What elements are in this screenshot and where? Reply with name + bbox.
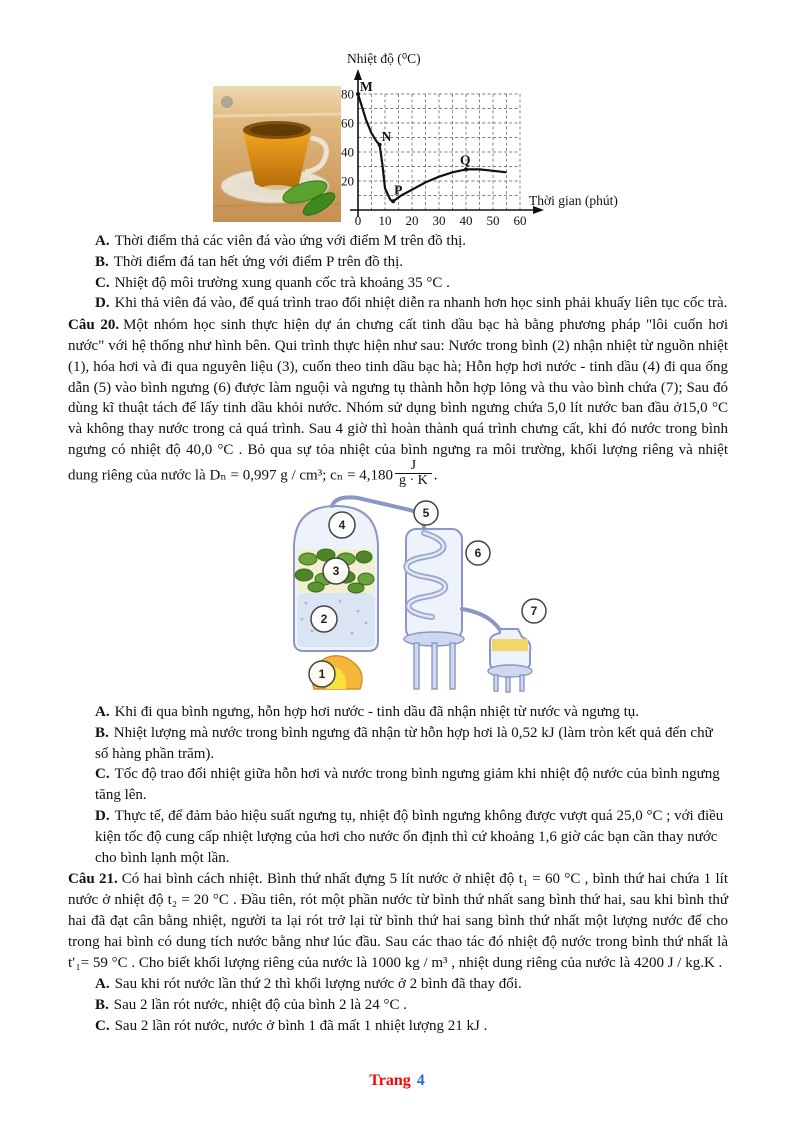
option-text: Khi đi qua bình ngưng, hỗn hợp hơi nước - tinh dầu đã nhận nhiệt từ nước và ngưng tụ. bbox=[114, 703, 639, 720]
option-b bbox=[68, 723, 728, 765]
question-20-label: Câu 20. bbox=[68, 317, 120, 334]
svg-text:40: 40 bbox=[459, 213, 473, 228]
temperature-time-chart bbox=[333, 50, 633, 228]
distillation-apparatus bbox=[274, 493, 554, 693]
svg-text:20: 20 bbox=[341, 173, 354, 189]
condenser-leg bbox=[450, 643, 455, 689]
option-text: Khi thả viên đá vào, để quá trình trao đổi nhiệt diễn ra nhanh hơn học sinh phải khuấy liên tục cốc trà. bbox=[114, 295, 728, 312]
question-19-options bbox=[68, 231, 728, 314]
svg-text:60: 60 bbox=[341, 115, 354, 131]
option-d bbox=[68, 293, 728, 314]
svg-text:30: 30 bbox=[432, 213, 446, 228]
option-key: C. bbox=[95, 766, 110, 783]
distillation-diagram bbox=[274, 493, 554, 700]
formula-density: Dₙ = 0,997 g / cm³; cₙ = 4,180 bbox=[209, 467, 393, 484]
tea-cup-photo bbox=[213, 86, 341, 222]
option-c bbox=[68, 273, 728, 294]
option-text: Thời điểm thả các viên đá vào ứng với điểm M trên đồ thị. bbox=[114, 233, 467, 249]
condenser-vessel bbox=[406, 529, 462, 639]
svg-text:40: 40 bbox=[341, 144, 354, 160]
svg-text:Q: Q bbox=[460, 152, 471, 168]
outlet-tube bbox=[462, 609, 502, 633]
svg-text:Thời gian (phút): Thời gian (phút) bbox=[529, 193, 618, 208]
option-b bbox=[68, 252, 728, 273]
option-b bbox=[68, 995, 728, 1016]
label-7: 7 bbox=[530, 604, 538, 619]
option-key: A. bbox=[95, 976, 110, 993]
question-21-options bbox=[68, 974, 728, 1036]
watermark-icon bbox=[221, 96, 233, 108]
svg-text:60: 60 bbox=[513, 213, 527, 228]
question-21-text bbox=[68, 869, 728, 973]
option-text: Sau 2 lần rót nước, nước ở bình 1 đã mất 1 nhiệt lượng 21 kJ . bbox=[114, 1017, 488, 1034]
option-key: A. bbox=[95, 703, 110, 720]
label-6: 6 bbox=[474, 546, 482, 561]
question-20-text bbox=[68, 315, 728, 491]
label-1: 1 bbox=[318, 667, 326, 682]
svg-text:P: P bbox=[394, 182, 403, 198]
fraction-denominator: g · K bbox=[395, 473, 432, 489]
page-footer bbox=[0, 1072, 794, 1090]
option-text: Thời điểm đá tan hết ứng với điểm P trên đồ thị. bbox=[113, 253, 403, 270]
question-20-options bbox=[68, 702, 728, 868]
fraction-j-per-gk bbox=[395, 459, 432, 489]
svg-text:50: 50 bbox=[486, 213, 500, 228]
question-21-body: Có hai bình cách nhiệt. Bình thứ nhất đựng 5 lít nước ở nhiệt độ t₁ = 60 °C , bình thứ hai chứa 1 lít nước ở nhiệt độ t₂ = 20 °C . Đầu tiên, rót một phần nước từ bình thứ nhất sang bình thứ hai, sau khi bình thứ hai đã đạt cân bằng nhiệt, người ta lại rót trở lại từ bình thứ hai sang bình thứ nhất một lượng nước để cho trong hai bình có dung tích nước bằng như lúc đầu. Sau các thao tác đó nhiệt độ nước trong bình thứ nhất là t′₁= 59 °C . Cho biết khối lượng riêng của nước là 1000 kg / m³ , nhiệt dung riêng của nước là 4200 J / kg.K . bbox=[68, 871, 728, 971]
svg-text:0: 0 bbox=[354, 213, 362, 228]
option-text: Nhiệt lượng mà nước trong bình ngưng đã nhận từ hỗn hợp hơi là 0,52 kJ (làm tròn kết quả đến chữ số hàng phần trăm). bbox=[95, 724, 713, 762]
option-key: B. bbox=[95, 724, 109, 741]
option-key: A. bbox=[95, 233, 110, 249]
option-a bbox=[68, 702, 728, 723]
option-a bbox=[68, 974, 728, 995]
option-a bbox=[68, 231, 728, 252]
svg-text:10: 10 bbox=[378, 213, 392, 228]
svg-text:N: N bbox=[381, 128, 392, 144]
condenser-leg bbox=[414, 643, 419, 689]
label-2: 2 bbox=[320, 612, 328, 627]
option-key: C. bbox=[95, 274, 110, 291]
option-key: D. bbox=[95, 807, 110, 824]
page-content bbox=[68, 231, 728, 1037]
option-text: Sau 2 lần rót nước, nhiệt độ của bình 2 là 24 °C . bbox=[113, 997, 408, 1014]
svg-text:80: 80 bbox=[341, 86, 354, 102]
option-key: B. bbox=[95, 997, 109, 1014]
option-text: Tốc độ trao đổi nhiệt giữa hỗn hơi và nước trong bình ngưng giảm khi nhiệt độ nước của bình ngưng tăng lên. bbox=[95, 766, 720, 804]
option-text: Thực tế, để đảm bảo hiệu suất ngưng tụ, nhiệt độ bình ngưng không được vượt quá 25,0 °C ; với điều kiện tốc độ cung cấp nhiệt lượng của hơi cho nước ổn định thì cứ khoảng 1,6 giờ các bạn cần thay nước cho bình lạnh một lần. bbox=[95, 807, 724, 866]
label-5: 5 bbox=[422, 506, 430, 521]
svg-text:Nhiệt độ (⁰C): Nhiệt độ (⁰C) bbox=[347, 51, 421, 66]
option-d bbox=[68, 806, 728, 868]
option-key: C. bbox=[95, 1017, 110, 1034]
label-3: 3 bbox=[332, 564, 340, 579]
option-text: Sau khi rót nước lần thứ 2 thì khối lượng nước ở 2 bình đã thay đổi. bbox=[114, 976, 522, 993]
question-20-body: Một nhóm học sinh thực hiện dự án chưng cất tinh dầu bạc hà bằng phương pháp "lôi cuốn hơi nước" với hệ thống như hình bên. Qui trình thực hiện như sau: Nước trong bình (2) nhận nhiệt từ nguồn nhiệt (1), hóa hơi và đi qua nguyên liệu (3), cuốn theo tinh dầu bạc hà; Hỗn hợp hơi nước - tinh dầu (4) đi qua ống dẫn (5) vào bình ngưng (6) được làm nguội và ngưng tụ thành hỗn hợp lỏng và thu vào bình chứa (7); Sau đó dùng kĩ thuật tách để lấy tinh dầu khỏi nước. Nhóm sử dụng bình ngưng chứa 5,0 lít nước ban đầu ở15,0 °C và không thay nước trong cả quá trình. Sau 4 giờ thì hoàn thành quá trình chưng cất, khi đó nước trong bình ngưng có nhiệt độ 40,0 °C . Bỏ qua sự tỏa nhiệt của bình ngưng ra môi trường, khối lượng riêng và nhiệt dung riêng của nước là bbox=[68, 317, 728, 484]
page-footer-label: Trang bbox=[369, 1072, 411, 1089]
option-c bbox=[68, 764, 728, 806]
svg-text:M: M bbox=[360, 79, 373, 94]
page-footer-number: 4 bbox=[416, 1072, 425, 1089]
option-key: D. bbox=[95, 295, 110, 312]
option-c bbox=[68, 1016, 728, 1037]
distillate-liquid bbox=[492, 639, 528, 651]
condenser-leg bbox=[432, 643, 437, 689]
fraction-numerator: J bbox=[410, 457, 417, 473]
formula-period: . bbox=[433, 467, 438, 484]
option-text: Nhiệt độ môi trường xung quanh cốc trà khoảng 35 °C . bbox=[114, 274, 450, 291]
svg-text:20: 20 bbox=[405, 213, 419, 228]
label-4: 4 bbox=[338, 518, 346, 533]
option-key: B. bbox=[95, 253, 109, 270]
question-21-label: Câu 21. bbox=[68, 871, 118, 888]
